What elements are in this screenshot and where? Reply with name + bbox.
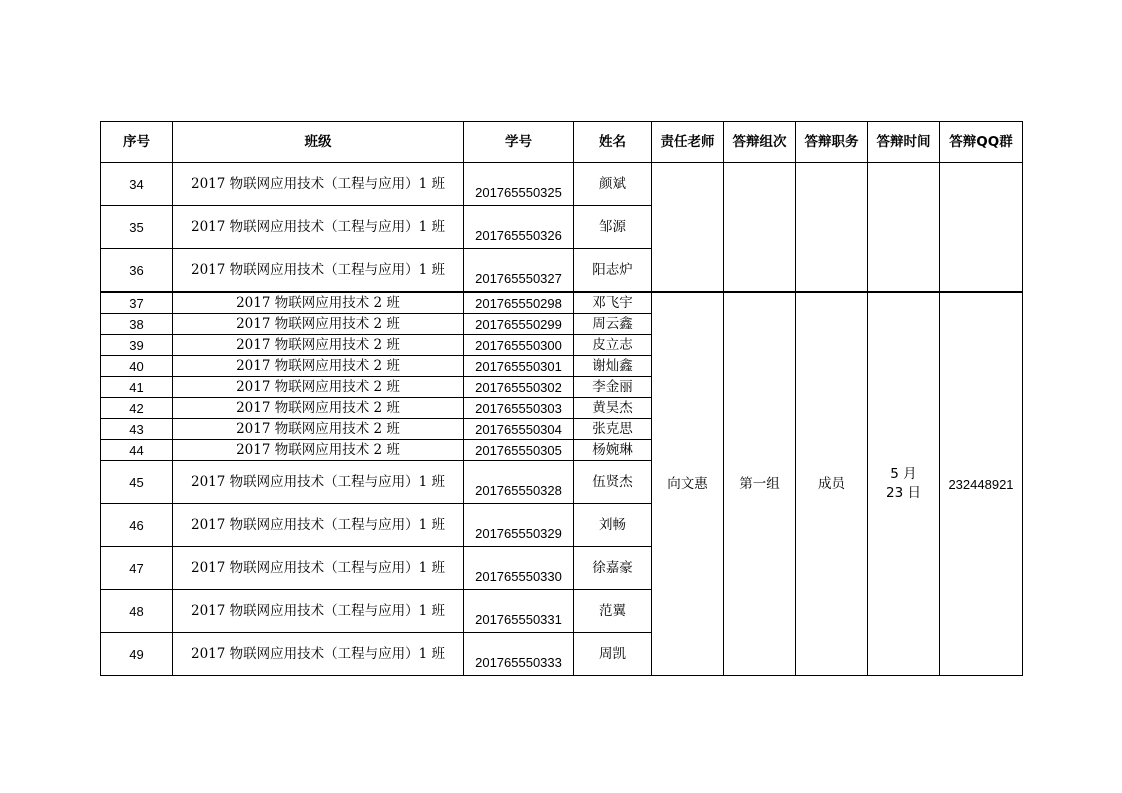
cell-name: 伍贤杰 xyxy=(574,461,652,504)
cell-seq: 43 xyxy=(101,419,173,440)
cell-seq: 48 xyxy=(101,590,173,633)
cell-name: 阳志炉 xyxy=(574,249,652,293)
cell-role: 成员 xyxy=(796,292,868,676)
cell-class: 2017 物联网应用技术（工程与应用）1 班 xyxy=(173,249,464,293)
cell-student-id: 201765550333 xyxy=(464,633,574,676)
document-page xyxy=(100,121,1023,676)
header-name: 姓名 xyxy=(574,122,652,163)
cell-class: 2017 物联网应用技术 2 班 xyxy=(173,419,464,440)
cell-name: 周云鑫 xyxy=(574,314,652,335)
cell-name: 皮立志 xyxy=(574,335,652,356)
cell-name: 颜斌 xyxy=(574,163,652,206)
header-teacher: 责任老师 xyxy=(652,122,724,163)
cell-seq: 37 xyxy=(101,292,173,314)
cell-name: 邹源 xyxy=(574,206,652,249)
cell-seq: 45 xyxy=(101,461,173,504)
header-time: 答辩时间 xyxy=(868,122,940,163)
defense-schedule-table xyxy=(100,121,1023,676)
cell-student-id: 201765550300 xyxy=(464,335,574,356)
cell-student-id: 201765550327 xyxy=(464,249,574,293)
cell-seq: 41 xyxy=(101,377,173,398)
table-row xyxy=(101,163,1023,206)
table-body xyxy=(101,163,1023,676)
cell-qq: 232448921 xyxy=(940,292,1023,676)
cell-class: 2017 物联网应用技术 2 班 xyxy=(173,292,464,314)
cell-class: 2017 物联网应用技术 2 班 xyxy=(173,440,464,461)
cell-class: 2017 物联网应用技术 2 班 xyxy=(173,398,464,419)
cell-seq: 36 xyxy=(101,249,173,293)
cell-student-id: 201765550302 xyxy=(464,377,574,398)
cell-class: 2017 物联网应用技术（工程与应用）1 班 xyxy=(173,206,464,249)
cell-name: 杨婉琳 xyxy=(574,440,652,461)
cell-student-id: 201765550328 xyxy=(464,461,574,504)
header-class: 班级 xyxy=(173,122,464,163)
cell-student-id: 201765550325 xyxy=(464,163,574,206)
cell-group-empty xyxy=(724,163,796,293)
cell-class: 2017 物联网应用技术 2 班 xyxy=(173,335,464,356)
cell-student-id: 201765550298 xyxy=(464,292,574,314)
cell-seq: 46 xyxy=(101,504,173,547)
cell-class: 2017 物联网应用技术（工程与应用）1 班 xyxy=(173,504,464,547)
cell-student-id: 201765550329 xyxy=(464,504,574,547)
cell-name: 周凯 xyxy=(574,633,652,676)
cell-class: 2017 物联网应用技术 2 班 xyxy=(173,377,464,398)
header-student-id: 学号 xyxy=(464,122,574,163)
cell-class: 2017 物联网应用技术 2 班 xyxy=(173,356,464,377)
cell-class: 2017 物联网应用技术（工程与应用）1 班 xyxy=(173,163,464,206)
cell-student-id: 201765550326 xyxy=(464,206,574,249)
cell-class: 2017 物联网应用技术（工程与应用）1 班 xyxy=(173,461,464,504)
header-seq: 序号 xyxy=(101,122,173,163)
cell-seq: 38 xyxy=(101,314,173,335)
cell-seq: 44 xyxy=(101,440,173,461)
cell-seq: 49 xyxy=(101,633,173,676)
cell-seq: 42 xyxy=(101,398,173,419)
cell-student-id: 201765550331 xyxy=(464,590,574,633)
cell-time-empty xyxy=(868,163,940,293)
cell-role-empty xyxy=(796,163,868,293)
cell-name: 邓飞宇 xyxy=(574,292,652,314)
cell-qq-empty xyxy=(940,163,1023,293)
table-row xyxy=(101,292,1023,314)
cell-teacher: 向文惠 xyxy=(652,292,724,676)
cell-seq: 40 xyxy=(101,356,173,377)
header-role: 答辩职务 xyxy=(796,122,868,163)
cell-class: 2017 物联网应用技术（工程与应用）1 班 xyxy=(173,547,464,590)
table-header-row xyxy=(101,122,1023,163)
cell-name: 刘畅 xyxy=(574,504,652,547)
cell-name: 张克思 xyxy=(574,419,652,440)
cell-student-id: 201765550301 xyxy=(464,356,574,377)
cell-teacher-empty xyxy=(652,163,724,293)
cell-class: 2017 物联网应用技术（工程与应用）1 班 xyxy=(173,633,464,676)
cell-seq: 39 xyxy=(101,335,173,356)
cell-name: 谢灿鑫 xyxy=(574,356,652,377)
cell-time: 5 月 23 日 xyxy=(868,292,940,676)
cell-name: 徐嘉豪 xyxy=(574,547,652,590)
cell-class: 2017 物联网应用技术 2 班 xyxy=(173,314,464,335)
cell-student-id: 201765550299 xyxy=(464,314,574,335)
header-group: 答辩组次 xyxy=(724,122,796,163)
cell-seq: 47 xyxy=(101,547,173,590)
cell-seq: 35 xyxy=(101,206,173,249)
cell-student-id: 201765550330 xyxy=(464,547,574,590)
cell-name: 李金丽 xyxy=(574,377,652,398)
cell-student-id: 201765550305 xyxy=(464,440,574,461)
cell-name: 黄昊杰 xyxy=(574,398,652,419)
cell-student-id: 201765550303 xyxy=(464,398,574,419)
cell-seq: 34 xyxy=(101,163,173,206)
cell-name: 范翼 xyxy=(574,590,652,633)
cell-class: 2017 物联网应用技术（工程与应用）1 班 xyxy=(173,590,464,633)
header-qq: 答辩QQ群 xyxy=(940,122,1023,163)
cell-student-id: 201765550304 xyxy=(464,419,574,440)
cell-group: 第一组 xyxy=(724,292,796,676)
